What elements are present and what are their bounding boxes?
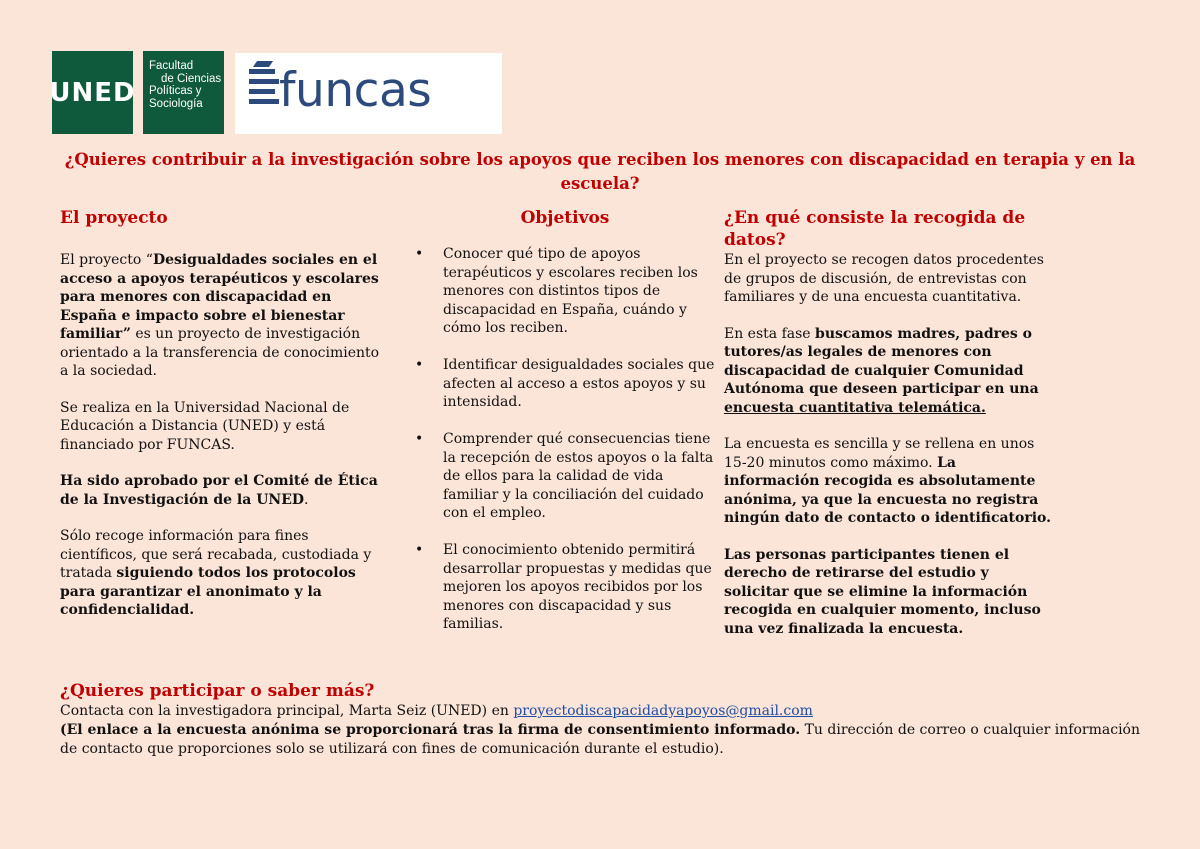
- data-collection-rights: Las personas participantes tienen el derecho de retirarse del estudio y solicitar que se elimine la información recogida en cualquier momento, incluso una vez finalizada la encuesta.: [724, 546, 1041, 637]
- bullet-icon: •: [415, 246, 424, 262]
- project-funding: Se realiza en la Universidad Nacional de Educación a Distancia (UNED) y está financiado por FUNCAS.: [60, 399, 350, 453]
- bullet-icon: •: [415, 357, 424, 373]
- email-link[interactable]: proyectodiscapacidadyapoyos@gmail.com: [513, 703, 813, 719]
- funcas-accent-mark: [253, 61, 273, 67]
- contact-section: [60, 680, 1140, 759]
- uned-logo: UNED: [52, 51, 133, 134]
- list-item: • Conocer qué tipo de apoyos terapéuticos y escolares reciben los menores con distintos tipos de discapacidad en España, cuándo y cómo los reciben.: [415, 246, 698, 336]
- facultad-logo: [143, 51, 224, 134]
- data-collection-intro: En el proyecto se recogen datos procedentes de grupos de discusión, de entrevistas con familiares y de una encuesta cuantitativa.: [724, 252, 1044, 305]
- list-item: • Identificar desigualdades sociales que afecten al acceso a estos apoyos y su intensidad.: [415, 357, 715, 410]
- objectives-column: [415, 207, 715, 652]
- objectives-list: [415, 245, 715, 634]
- funcas-bars-icon: [249, 69, 279, 109]
- bullet-icon: •: [415, 431, 424, 447]
- objectives-title: Objetivos: [520, 208, 610, 228]
- facultad-line: Políticas y: [149, 85, 202, 97]
- facultad-line: Facultad: [149, 60, 194, 72]
- project-description: El proyecto “Desigualdades sociales en el acceso a apoyos terapéuticos y escolares para menores con discapacidad en España e impacto sobre el bienestar familiar” es un proyecto de investigación orientado a la transferencia de conocimiento a la sociedad.: [60, 252, 380, 379]
- contact-line: Contacta con la investigadora principal, Marta Seiz (UNED) en proyectodiscapacidadyapoyos@gmail.com: [60, 703, 813, 719]
- list-item: • El conocimiento obtenido permitirá desarrollar propuestas y medidas que mejoren los apoyos recibidos por los menores con discapacidad y sus familias.: [415, 542, 712, 632]
- project-title: El proyecto: [60, 208, 168, 228]
- project-ethics: Ha sido aprobado por el Comité de Ética de la Investigación de la UNED.: [60, 473, 378, 508]
- data-collection-target: En esta fase buscamos madres, padres o tutores/as legales de menores con discapacidad de cualquier Comunidad Autónoma que deseen participar en una encuesta cuantitativa telemática.: [724, 325, 1039, 416]
- data-collection-survey: La encuesta es sencilla y se rellena en unos 15-20 minutos como máximo. La información recogida es absolutamente anónima, ya que la encuesta no registra ningún dato de contacto o identificatorio.: [724, 436, 1052, 526]
- facultad-line: de Ciencias: [161, 72, 222, 85]
- facultad-line: Sociología: [149, 97, 203, 110]
- contact-title: ¿Quieres participar o saber más?: [60, 681, 375, 701]
- page-headline: ¿Quieres contribuir a la investigación sobre los apoyos que reciben los menores con discapacidad en terapia y en la escuela?: [64, 150, 1136, 193]
- project-privacy: Sólo recoge información para fines científicos, que será recabada, custodiada y tratada siguiendo todos los protocolos para garantizar el anonimato y la confidencialidad.: [60, 528, 372, 618]
- data-collection-column: [724, 207, 1054, 638]
- list-item: • Comprender qué consecuencias tiene la recepción de estos apoyos o la falta de ellos para la calidad de vida familiar y la conciliación del cuidado con el empleo.: [415, 431, 714, 521]
- consent-note: (El enlace a la encuesta anónima se proporcionará tras la firma de consentimiento informado. Tu dirección de correo o cualquier información de contacto que proporciones solo se utilizará con fines de comunicación durante el estudio).: [60, 722, 1140, 757]
- funcas-wordmark: funcas: [279, 63, 432, 118]
- funcas-logo: [235, 53, 502, 134]
- data-collection-title: ¿En qué consiste la recogida de datos?: [724, 208, 1026, 250]
- bullet-icon: •: [415, 542, 424, 558]
- project-column: [60, 207, 380, 620]
